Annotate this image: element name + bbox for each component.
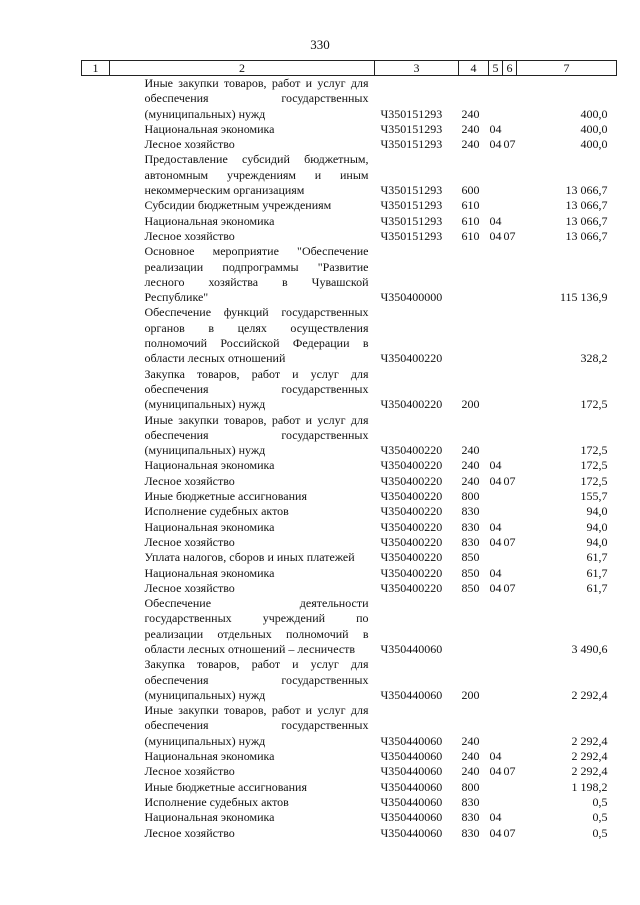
table-row <box>82 489 617 504</box>
cell-empty <box>82 214 110 229</box>
cell-empty <box>82 795 110 810</box>
cell-description: Закупка товаров, работ и услуг для обеспечения государственных (муниципальных) нужд <box>144 657 369 702</box>
table-row <box>82 244 617 305</box>
cell-target-code: Ч350400000 <box>380 290 443 305</box>
cell-expense-type: 850 <box>461 550 480 565</box>
cell-description: Лесное хозяйство <box>144 764 235 779</box>
cell-target-code: Ч350400220 <box>380 397 443 412</box>
cell-description: Иные бюджетные ассигнования <box>144 779 307 794</box>
cell-amount: 13 066,7 <box>565 183 608 198</box>
cell-amount: 61,7 <box>586 565 608 580</box>
cell-description: Лесное хозяйство <box>144 580 235 595</box>
cell-expense-type: 830 <box>461 519 480 534</box>
cell-expense-type: 830 <box>461 810 480 825</box>
cell-empty <box>82 244 110 305</box>
cell-subsection <box>503 749 517 764</box>
cell-expense-type: 240 <box>461 733 480 748</box>
cell-empty <box>82 458 110 473</box>
cell-target-code: Ч350400220 <box>380 504 443 519</box>
cell-target-code: Ч350440060 <box>380 749 443 764</box>
cell-section <box>489 198 503 213</box>
cell-amount: 172,5 <box>580 473 608 488</box>
cell-target-code: Ч350440060 <box>380 641 443 656</box>
header-col-4: 4 <box>459 61 489 76</box>
cell-section <box>489 504 503 519</box>
cell-target-code: Ч350400220 <box>380 458 443 473</box>
cell-section: 04 <box>489 764 502 779</box>
cell-target-code: Ч350151293 <box>380 121 443 136</box>
cell-description: Национальная экономика <box>144 565 275 580</box>
cell-expense-type: 850 <box>461 565 480 580</box>
cell-amount: 3 490,6 <box>571 641 608 656</box>
cell-target-code: Ч350400220 <box>380 534 443 549</box>
table-row <box>82 504 617 519</box>
cell-section: 04 <box>489 121 502 136</box>
cell-description: Лесное хозяйство <box>144 534 235 549</box>
cell-expense-type: 240 <box>461 106 480 121</box>
cell-description: Обеспечение функций государственных органов в целях осуществления полномочий Российской Федерации в области лесных отношений <box>144 305 369 366</box>
cell-expense-type: 830 <box>461 534 480 549</box>
cell-expense-type <box>459 305 489 366</box>
cell-amount: 0,5 <box>592 825 608 840</box>
table-row <box>82 413 617 459</box>
cell-section: 04 <box>489 749 502 764</box>
cell-section <box>489 367 503 413</box>
cell-empty <box>82 367 110 413</box>
cell-target-code: Ч350400220 <box>380 565 443 580</box>
cell-description: Национальная экономика <box>144 519 275 534</box>
table-row <box>82 137 617 152</box>
cell-target-code: Ч350440060 <box>380 733 443 748</box>
table-row <box>82 749 617 764</box>
cell-subsection: 07 <box>503 580 516 595</box>
cell-subsection: 07 <box>503 228 516 243</box>
cell-subsection <box>503 520 517 535</box>
table-row <box>82 550 617 565</box>
cell-amount: 155,7 <box>580 489 608 504</box>
cell-amount: 94,0 <box>586 534 608 549</box>
cell-empty <box>82 474 110 489</box>
table-row <box>82 458 617 473</box>
cell-amount: 400,0 <box>580 121 608 136</box>
page-number: 330 <box>310 37 330 52</box>
cell-subsection <box>503 214 517 229</box>
cell-amount: 61,7 <box>586 550 608 565</box>
cell-description: Исполнение судебных актов <box>144 504 289 519</box>
cell-section <box>489 795 503 810</box>
cell-section <box>489 152 503 198</box>
cell-description: Иные бюджетные ассигнования <box>144 489 307 504</box>
cell-description: Иные закупки товаров, работ и услуг для обеспечения государственных (муниципальных) нужд <box>144 412 369 458</box>
table-row <box>82 826 617 841</box>
budget-table <box>81 60 617 841</box>
cell-section: 04 <box>489 137 502 152</box>
cell-subsection: 07 <box>503 473 516 488</box>
table-row <box>82 780 617 795</box>
table-header <box>82 61 617 76</box>
cell-description: Исполнение судебных актов <box>144 794 289 809</box>
cell-subsection <box>503 657 517 703</box>
cell-target-code: Ч350400220 <box>380 351 443 366</box>
cell-amount: 172,5 <box>580 458 608 473</box>
cell-target-code: Ч350400220 <box>380 443 443 458</box>
cell-target-code: Ч350151293 <box>380 213 443 228</box>
cell-subsection <box>503 244 517 305</box>
cell-subsection: 07 <box>503 764 516 779</box>
cell-subsection: 07 <box>503 534 516 549</box>
table-row <box>82 367 617 413</box>
cell-target-code: Ч350400220 <box>380 519 443 534</box>
cell-section <box>489 657 503 703</box>
cell-section <box>489 596 503 657</box>
cell-amount: 94,0 <box>586 519 608 534</box>
cell-amount: 2 292,4 <box>571 749 608 764</box>
cell-description: Лесное хозяйство <box>144 228 235 243</box>
cell-empty <box>82 305 110 366</box>
cell-target-code: Ч350440060 <box>380 794 443 809</box>
cell-empty <box>82 229 110 244</box>
cell-expense-type: 850 <box>461 580 480 595</box>
cell-expense-type: 610 <box>461 228 480 243</box>
cell-amount: 61,7 <box>586 580 608 595</box>
cell-empty <box>82 413 110 459</box>
cell-amount: 94,0 <box>586 504 608 519</box>
cell-section <box>489 780 503 795</box>
cell-description: Лесное хозяйство <box>144 825 235 840</box>
cell-subsection <box>503 76 517 122</box>
cell-empty <box>82 810 110 825</box>
cell-subsection <box>503 458 517 473</box>
cell-amount: 0,5 <box>592 794 608 809</box>
cell-expense-type <box>459 244 489 305</box>
cell-subsection <box>503 152 517 198</box>
cell-description: Национальная экономика <box>144 121 275 136</box>
cell-empty <box>82 657 110 703</box>
cell-target-code: Ч350151293 <box>380 228 443 243</box>
table-row <box>82 764 617 779</box>
cell-amount: 1 198,2 <box>571 779 608 794</box>
cell-empty <box>82 581 110 596</box>
table-row <box>82 214 617 229</box>
cell-subsection <box>503 566 517 581</box>
cell-amount: 328,2 <box>580 351 608 366</box>
cell-empty <box>82 550 110 565</box>
cell-description: Национальная экономика <box>144 810 275 825</box>
cell-section <box>489 244 503 305</box>
cell-target-code: Ч350440060 <box>380 810 443 825</box>
cell-subsection <box>503 810 517 825</box>
cell-amount: 400,0 <box>580 137 608 152</box>
cell-subsection <box>503 504 517 519</box>
cell-amount: 172,5 <box>580 397 608 412</box>
cell-amount: 400,0 <box>580 106 608 121</box>
cell-empty <box>82 764 110 779</box>
cell-expense-type: 240 <box>461 473 480 488</box>
header-col-1: 1 <box>82 61 110 76</box>
cell-empty <box>82 520 110 535</box>
cell-empty <box>82 137 110 152</box>
cell-expense-type: 240 <box>461 749 480 764</box>
table-row <box>82 566 617 581</box>
cell-empty <box>82 122 110 137</box>
cell-description: Уплата налогов, сборов и иных платежей <box>144 550 355 565</box>
cell-section: 04 <box>489 580 502 595</box>
cell-expense-type: 240 <box>461 121 480 136</box>
cell-expense-type: 610 <box>461 198 480 213</box>
cell-empty <box>82 749 110 764</box>
cell-description: Иные закупки товаров, работ и услуг для обеспечения государственных (муниципальных) нужд <box>144 76 369 121</box>
cell-description: Лесное хозяйство <box>144 473 235 488</box>
table-row <box>82 152 617 198</box>
cell-amount: 0,5 <box>592 810 608 825</box>
cell-expense-type: 830 <box>461 504 480 519</box>
cell-subsection <box>503 703 517 749</box>
cell-empty <box>82 489 110 504</box>
cell-amount: 172,5 <box>580 443 608 458</box>
cell-section: 04 <box>489 213 502 228</box>
cell-description: Национальная экономика <box>144 749 275 764</box>
cell-section: 04 <box>489 810 502 825</box>
table-row <box>82 76 617 122</box>
table-row <box>82 810 617 825</box>
cell-empty <box>82 826 110 841</box>
cell-description: Основное мероприятие "Обеспечение реализации подпрограммы "Развитие лесного хозяйства в Чувашской Республике" <box>144 244 369 305</box>
cell-empty <box>82 504 110 519</box>
cell-section <box>489 550 503 565</box>
header-col-3: 3 <box>375 61 459 76</box>
cell-description: Предоставление субсидий бюджетным, автономным учреждениям и иным некоммерческим организациям <box>144 152 369 198</box>
cell-subsection <box>503 122 517 137</box>
cell-description: Лесное хозяйство <box>144 137 235 152</box>
cell-expense-type: 800 <box>461 489 480 504</box>
cell-target-code: Ч350440060 <box>380 764 443 779</box>
cell-target-code: Ч350400220 <box>380 580 443 595</box>
header-col-2: 2 <box>110 61 375 76</box>
table-row <box>82 535 617 550</box>
cell-empty <box>82 566 110 581</box>
cell-amount: 2 292,4 <box>571 687 608 702</box>
cell-section: 04 <box>489 825 502 840</box>
cell-expense-type <box>459 596 489 657</box>
table-row <box>82 122 617 137</box>
header-row <box>82 61 617 76</box>
cell-amount: 13 066,7 <box>565 198 608 213</box>
cell-description: Национальная экономика <box>144 213 275 228</box>
cell-section <box>489 489 503 504</box>
cell-expense-type: 800 <box>461 779 480 794</box>
cell-section <box>489 413 503 459</box>
cell-section <box>489 703 503 749</box>
cell-amount: 13 066,7 <box>565 213 608 228</box>
cell-subsection: 07 <box>503 825 516 840</box>
cell-empty <box>82 76 110 122</box>
cell-target-code: Ч350440060 <box>380 779 443 794</box>
cell-subsection <box>503 367 517 413</box>
cell-expense-type: 200 <box>461 687 480 702</box>
cell-subsection <box>503 489 517 504</box>
cell-subsection <box>503 795 517 810</box>
cell-expense-type: 830 <box>461 794 480 809</box>
cell-subsection <box>503 780 517 795</box>
cell-section: 04 <box>489 534 502 549</box>
table-row <box>82 474 617 489</box>
cell-description: Субсидии бюджетным учреждениям <box>144 198 332 213</box>
cell-description: Национальная экономика <box>144 458 275 473</box>
cell-section: 04 <box>489 565 502 580</box>
cell-subsection: 07 <box>503 137 516 152</box>
cell-description: Иные закупки товаров, работ и услуг для обеспечения государственных (муниципальных) нужд <box>144 703 369 748</box>
cell-target-code: Ч350151293 <box>380 106 443 121</box>
cell-section: 04 <box>489 228 502 243</box>
table-row <box>82 198 617 213</box>
cell-amount: 115 136,9 <box>559 290 608 305</box>
cell-description: Обеспечение деятельности государственных учреждений по реализации отдельных полномочий в области лесных отношений – лесничеств <box>144 596 369 656</box>
cell-empty <box>82 152 110 198</box>
cell-amount: 13 066,7 <box>565 228 608 243</box>
cell-section: 04 <box>489 458 502 473</box>
cell-subsection <box>503 198 517 213</box>
cell-expense-type: 200 <box>461 397 480 412</box>
table-row <box>82 703 617 749</box>
cell-target-code: Ч350440060 <box>380 825 443 840</box>
table-row <box>82 596 617 657</box>
cell-empty <box>82 703 110 749</box>
cell-target-code: Ч350151293 <box>380 198 443 213</box>
cell-section <box>489 305 503 366</box>
cell-expense-type: 240 <box>461 764 480 779</box>
cell-expense-type: 240 <box>461 458 480 473</box>
cell-target-code: Ч350400220 <box>380 473 443 488</box>
cell-expense-type: 240 <box>461 137 480 152</box>
cell-empty <box>82 596 110 657</box>
table-body <box>82 76 617 841</box>
table-row <box>82 229 617 244</box>
header-col-6: 6 <box>503 61 517 76</box>
cell-expense-type: 600 <box>461 183 480 198</box>
cell-section: 04 <box>489 473 502 488</box>
cell-expense-type: 830 <box>461 825 480 840</box>
cell-subsection <box>503 413 517 459</box>
cell-expense-type: 240 <box>461 443 480 458</box>
table-row <box>82 305 617 366</box>
cell-subsection <box>503 596 517 657</box>
cell-target-code: Ч350400220 <box>380 489 443 504</box>
header-col-5: 5 <box>489 61 503 76</box>
cell-section <box>489 76 503 122</box>
table-row <box>82 795 617 810</box>
cell-target-code: Ч350440060 <box>380 687 443 702</box>
table-row <box>82 657 617 703</box>
cell-description: Закупка товаров, работ и услуг для обеспечения государственных (муниципальных) нужд <box>144 366 369 412</box>
cell-amount: 2 292,4 <box>571 764 608 779</box>
cell-target-code: Ч350400220 <box>380 550 443 565</box>
cell-target-code: Ч350151293 <box>380 183 443 198</box>
cell-target-code: Ч350151293 <box>380 137 443 152</box>
cell-empty <box>82 198 110 213</box>
cell-empty <box>82 780 110 795</box>
header-col-7: 7 <box>517 61 617 76</box>
cell-section: 04 <box>489 519 502 534</box>
cell-amount: 2 292,4 <box>571 733 608 748</box>
cell-subsection <box>503 550 517 565</box>
cell-expense-type: 610 <box>461 213 480 228</box>
cell-subsection <box>503 305 517 366</box>
table-row <box>82 581 617 596</box>
table-row <box>82 520 617 535</box>
cell-empty <box>82 535 110 550</box>
